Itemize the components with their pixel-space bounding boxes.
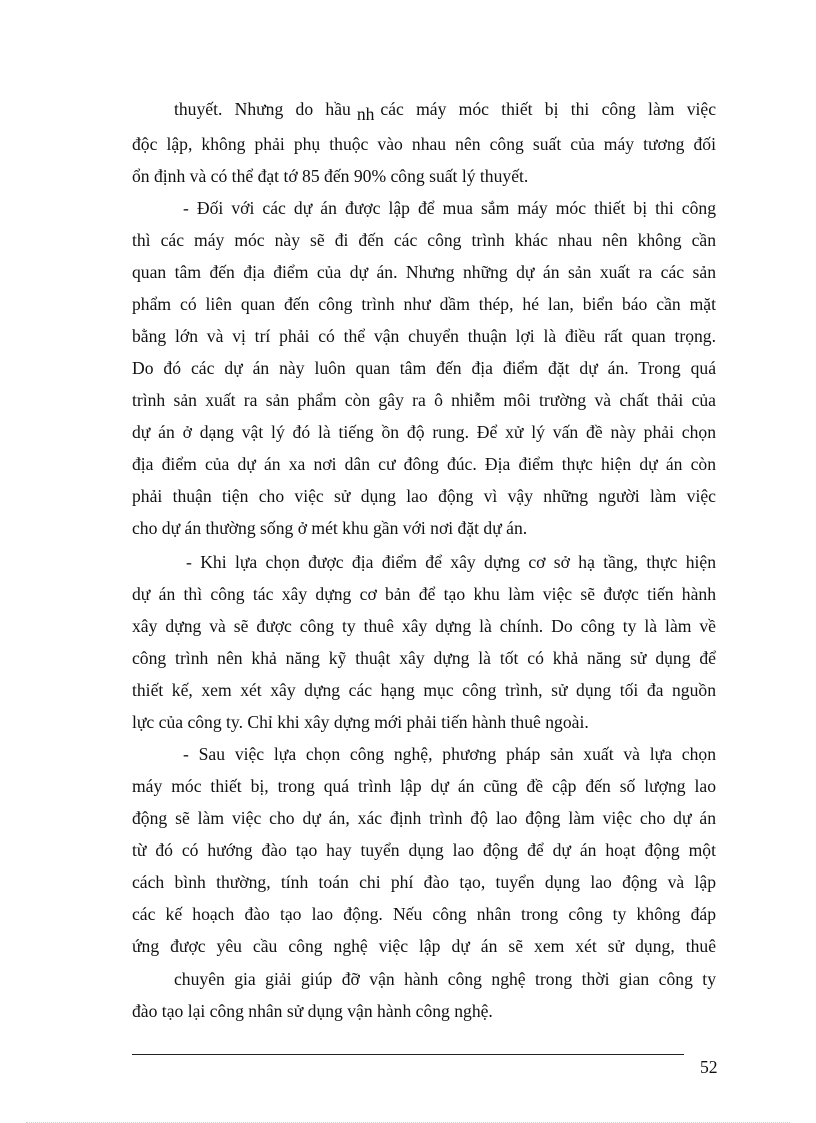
text-line-16: dự án thì công tác xây dựng cơ bản để tạo khu làm việc sẽ được tiến hành: [132, 584, 716, 604]
text-line-8: bằng lớn và vị trí phải có thể vận chuyển thuận lợi là điều rất quan trọng.: [132, 326, 716, 346]
text-line-28: chuyên gia giải giúp đỡ vận hành công nghệ trong thời gian công ty: [174, 969, 716, 989]
text-line-26: các kế hoạch đào tạo lao động. Nếu công nhân trong công ty không đáp: [132, 904, 716, 924]
text-line-19: thiết kế, xem xét xây dựng các hạng mục công trình, sử dụng tối đa nguồn: [132, 680, 716, 700]
first-line-after: các máy móc thiết bị thi công làm việc: [380, 99, 717, 119]
text-line-15: - Khi lựa chọn được địa điểm để xây dựng cơ sở hạ tầng, thực hiện: [186, 552, 716, 572]
first-line-sub: nh: [356, 104, 375, 124]
text-line-23: động sẽ làm việc cho dự án, xác định trình độ lao động làm việc cho dự án: [132, 808, 716, 828]
footer-rule: [132, 1054, 684, 1055]
page-number: 52: [700, 1057, 718, 1077]
text-line-25: cách bình thường, tính toán chi phí đào tạo, tuyển dụng lao động và lập: [132, 872, 716, 892]
first-line-before: thuyết. Nhưng do hầu: [174, 99, 351, 119]
text-line-9: Do đó các dự án này luôn quan tâm đến địa điểm đặt dự án. Trong quá: [132, 358, 716, 378]
text-line-4: - Đối với các dự án được lập để mua sắm máy móc thiết bị thi công: [183, 198, 716, 218]
text-line-3: ổn định và có thể đạt tớ 85 đến 90% công suất lý thuyết.: [132, 166, 529, 186]
text-line-24: từ đó có hướng đào tạo hay tuyển dụng lao động để dự án hoạt động một: [132, 840, 716, 860]
text-line-14: cho dự án thường sống ở mét khu gần với nơi đặt dự án.: [132, 518, 528, 538]
text-line-22: máy móc thiết bị, trong quá trình lập dự án cũng đề cập đến số lượng lao: [132, 776, 716, 796]
text-line-6: quan tâm đến địa điểm của dự án. Nhưng những dự án sản xuất ra các sản: [132, 262, 716, 282]
text-line-11: dự án ở dạng vật lý đó là tiếng ồn độ rung. Để xử lý vấn đề này phải chọn: [132, 422, 716, 442]
text-line-20: lực của công ty. Chỉ khi xây dựng mới phải tiến hành thuê ngoài.: [132, 712, 589, 732]
text-line-13: phải thuận tiện cho việc sử dụng lao động vì vậy những người làm việc: [132, 486, 716, 506]
text-line-12: địa điểm của dự án xa nơi dân cư đông đúc. Địa điểm thực hiện dự án còn: [132, 454, 716, 474]
text-line-27: ứng được yêu cầu công nghệ việc lập dự án sẽ xem xét sử dụng, thuê: [132, 936, 716, 956]
text-line-17: xây dựng và sẽ được công ty thuê xây dựng là chính. Do công ty là làm về: [132, 616, 716, 636]
text-line-18: công trình nên khả năng kỹ thuật xây dựng là tốt có khả năng sử dụng để: [132, 648, 716, 668]
text-line-21: - Sau việc lựa chọn công nghệ, phương pháp sản xuất và lựa chọn: [183, 744, 716, 764]
text-line-1: [174, 98, 717, 124]
text-line-7: phẩm có liên quan đến công trình như dầm thép, hé lan, biển báo cần mặt: [132, 294, 716, 314]
text-line-5: thì các máy móc này sẽ đi đến các công trình khác nhau nên không cần: [132, 230, 716, 250]
text-line-10: trình sản xuất ra sản phẩm còn gây ra ô nhiễm môi trường và chất thải của: [132, 390, 716, 410]
text-line-29: đào tạo lại công nhân sử dụng vận hành công nghệ.: [132, 1001, 493, 1021]
text-line-2: độc lập, không phải phụ thuộc vào nhau nên công suất của máy tương đối: [132, 134, 716, 154]
